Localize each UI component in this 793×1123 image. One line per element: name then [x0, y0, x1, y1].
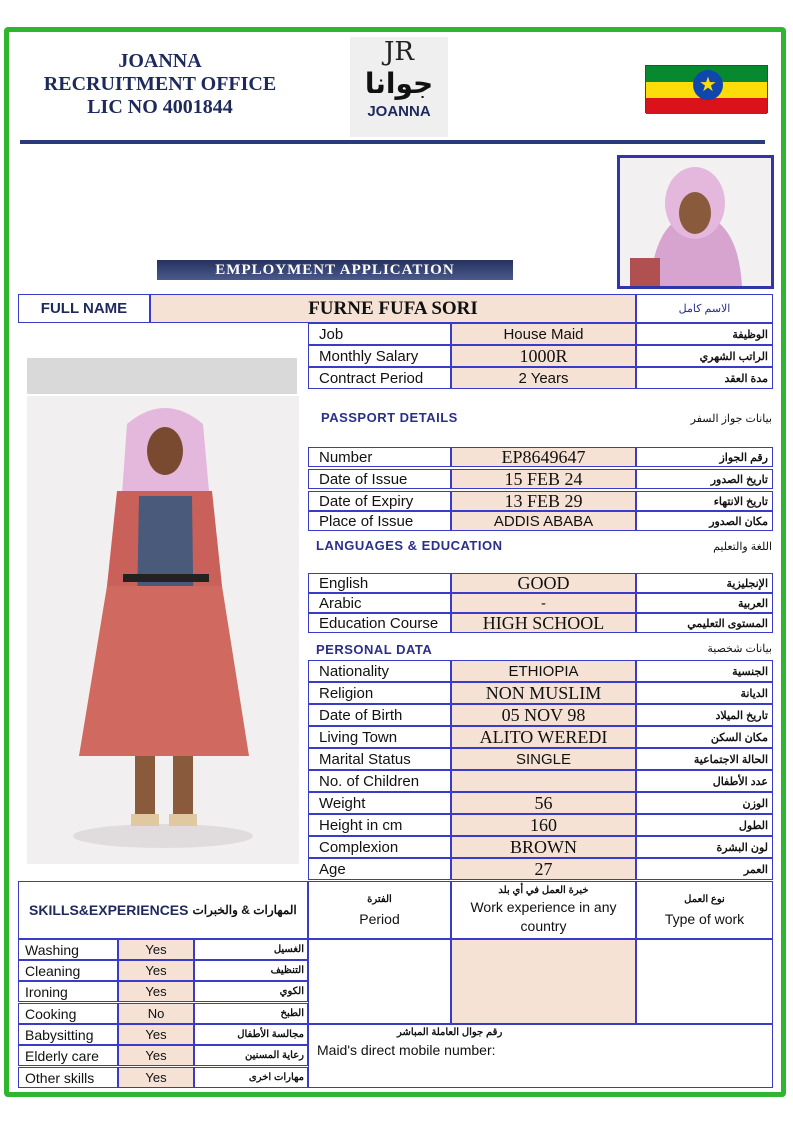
field-label-ar: الوزن	[636, 792, 773, 814]
field-label: Date of Issue	[308, 469, 451, 489]
field-label-ar: العمر	[636, 858, 773, 880]
field-label: No. of Children	[308, 770, 451, 792]
logo-mark: JR	[384, 37, 414, 67]
office-name: JOANNA	[118, 50, 202, 72]
header-divider	[20, 140, 765, 144]
skill-label-ar: مجالسة الأطفال	[194, 1024, 308, 1045]
experience-country-cell	[451, 939, 636, 1024]
field-label-ar: الإنجليزية	[636, 573, 773, 593]
field-label: Marital Status	[308, 748, 451, 770]
work-type-header: نوع العمل Type of work	[636, 881, 773, 939]
field-label: Weight	[308, 792, 451, 814]
field-label: Age	[308, 858, 451, 880]
field-value: House Maid	[451, 323, 636, 345]
office-header	[20, 50, 300, 119]
field-value: ETHIOPIA	[451, 660, 636, 682]
skill-label-ar: الغسيل	[194, 939, 308, 960]
field-label-ar: تاريخ الصدور	[636, 469, 773, 489]
field-label-ar: الجنسية	[636, 660, 773, 682]
skill-label: Cooking	[18, 1003, 118, 1024]
field-label-ar: مكان السكن	[636, 726, 773, 748]
experience-type-cell	[636, 939, 773, 1024]
logo-arabic: جوانا	[364, 67, 434, 100]
field-label: English	[308, 573, 451, 593]
field-label-ar: العربية	[636, 593, 773, 613]
field-label-ar: لون البشرة	[636, 836, 773, 858]
skill-label-ar: الطبخ	[194, 1003, 308, 1024]
skill-label: Elderly care	[18, 1045, 118, 1066]
field-label: Complexion	[308, 836, 451, 858]
field-label-ar: مكان الصدور	[636, 511, 773, 531]
field-label-ar: مدة العقد	[636, 367, 773, 389]
skills-heading: SKILLS&EXPERIENCES المهارات & والخبرات	[18, 881, 308, 939]
skill-value: Yes	[118, 981, 194, 1002]
skills-heading-ar: المهارات & والخبرات	[192, 903, 297, 917]
field-value: NON MUSLIM	[451, 682, 636, 704]
field-label: Living Town	[308, 726, 451, 748]
skill-value: Yes	[118, 960, 194, 981]
field-label-ar: الطول	[636, 814, 773, 836]
passport-heading-ar: بيانات جواز السفر	[690, 413, 772, 425]
languages-heading: LANGUAGES & EDUCATION	[316, 538, 503, 553]
passport-heading: PASSPORT DETAILS	[321, 410, 458, 425]
full-name-label: FULL NAME	[18, 294, 150, 323]
field-label-ar: الوظيفة	[636, 323, 773, 345]
field-value: 05 NOV 98	[451, 704, 636, 726]
skill-label: Other skills	[18, 1067, 118, 1088]
field-label-ar: المستوى التعليمي	[636, 613, 773, 633]
field-label: Religion	[308, 682, 451, 704]
logo-name: JOANNA	[367, 103, 431, 120]
skill-label: Washing	[18, 939, 118, 960]
field-label: Date of Expiry	[308, 491, 451, 511]
skill-label-ar: مهارات اخرى	[194, 1067, 308, 1088]
full-name-value: FURNE FUFA SORI	[150, 294, 636, 323]
skill-value: Yes	[118, 939, 194, 960]
field-value: 27	[451, 858, 636, 880]
field-value: EP8649647	[451, 447, 636, 467]
field-value: GOOD	[451, 573, 636, 593]
field-label: Place of Issue	[308, 511, 451, 531]
joanna-logo	[350, 37, 448, 137]
field-value: -	[451, 593, 636, 613]
field-value: 160	[451, 814, 636, 836]
mobile-number-box	[308, 1024, 773, 1088]
field-label: Height in cm	[308, 814, 451, 836]
field-label-ar: الحالة الاجتماعية	[636, 748, 773, 770]
country-header: خبرة العمل في أي بلد Work experience in any country	[451, 881, 636, 939]
experience-period-cell	[308, 939, 451, 1024]
field-label-ar: عدد الأطفال	[636, 770, 773, 792]
skill-value: No	[118, 1003, 194, 1024]
full-body-photo	[27, 396, 299, 864]
field-value: HIGH SCHOOL	[451, 613, 636, 633]
field-value: SINGLE	[451, 748, 636, 770]
field-label: Job	[308, 323, 451, 345]
photo-caption-bar	[27, 358, 297, 394]
skill-value: Yes	[118, 1067, 194, 1088]
field-label: Nationality	[308, 660, 451, 682]
personal-heading-ar: بيانات شخصية	[707, 643, 772, 655]
field-value: 13 FEB 29	[451, 491, 636, 511]
ethiopia-flag-icon: ★	[645, 65, 768, 113]
office-subtitle: RECRUITMENT OFFICE	[43, 73, 277, 95]
portrait-photo	[617, 155, 774, 289]
field-value: 15 FEB 24	[451, 469, 636, 489]
personal-heading: PERSONAL DATA	[316, 642, 433, 657]
mobile-label: Maid's direct mobile number:	[317, 1042, 496, 1058]
field-label: Date of Birth	[308, 704, 451, 726]
field-label-ar: تاريخ الانتهاء	[636, 491, 773, 511]
field-label: Monthly Salary	[308, 345, 451, 367]
field-label-ar: الديانة	[636, 682, 773, 704]
field-value: 2 Years	[451, 367, 636, 389]
field-label-ar: تاريخ الميلاد	[636, 704, 773, 726]
field-label: Contract Period	[308, 367, 451, 389]
skill-label: Ironing	[18, 981, 118, 1002]
license-number: LIC NO 4001844	[87, 96, 233, 118]
field-label: Education Course	[308, 613, 451, 633]
skill-value: Yes	[118, 1024, 194, 1045]
period-header: الفترة Period	[308, 881, 451, 939]
skill-label-ar: رعاية المسنين	[194, 1045, 308, 1066]
skill-value: Yes	[118, 1045, 194, 1066]
field-label-ar: الراتب الشهري	[636, 345, 773, 367]
field-value: 1000R	[451, 345, 636, 367]
skill-label: Babysitting	[18, 1024, 118, 1045]
field-label: Number	[308, 447, 451, 467]
skill-label-ar: التنظيف	[194, 960, 308, 981]
field-value: 56	[451, 792, 636, 814]
field-value: BROWN	[451, 836, 636, 858]
form-title: EMPLOYMENT APPLICATION	[157, 260, 513, 280]
field-label: Arabic	[308, 593, 451, 613]
skill-label-ar: الكوي	[194, 981, 308, 1002]
field-value: ADDIS ABABA	[451, 511, 636, 531]
field-label-ar: رقم الجواز	[636, 447, 773, 467]
skill-label: Cleaning	[18, 960, 118, 981]
mobile-label-ar: رقم جوال العاملة المباشر	[397, 1027, 503, 1038]
field-value: ALITO WEREDI	[451, 726, 636, 748]
full-name-label-ar: الاسم كامل	[636, 294, 773, 323]
languages-heading-ar: اللغة والتعليم	[713, 541, 772, 553]
field-value	[451, 770, 636, 792]
